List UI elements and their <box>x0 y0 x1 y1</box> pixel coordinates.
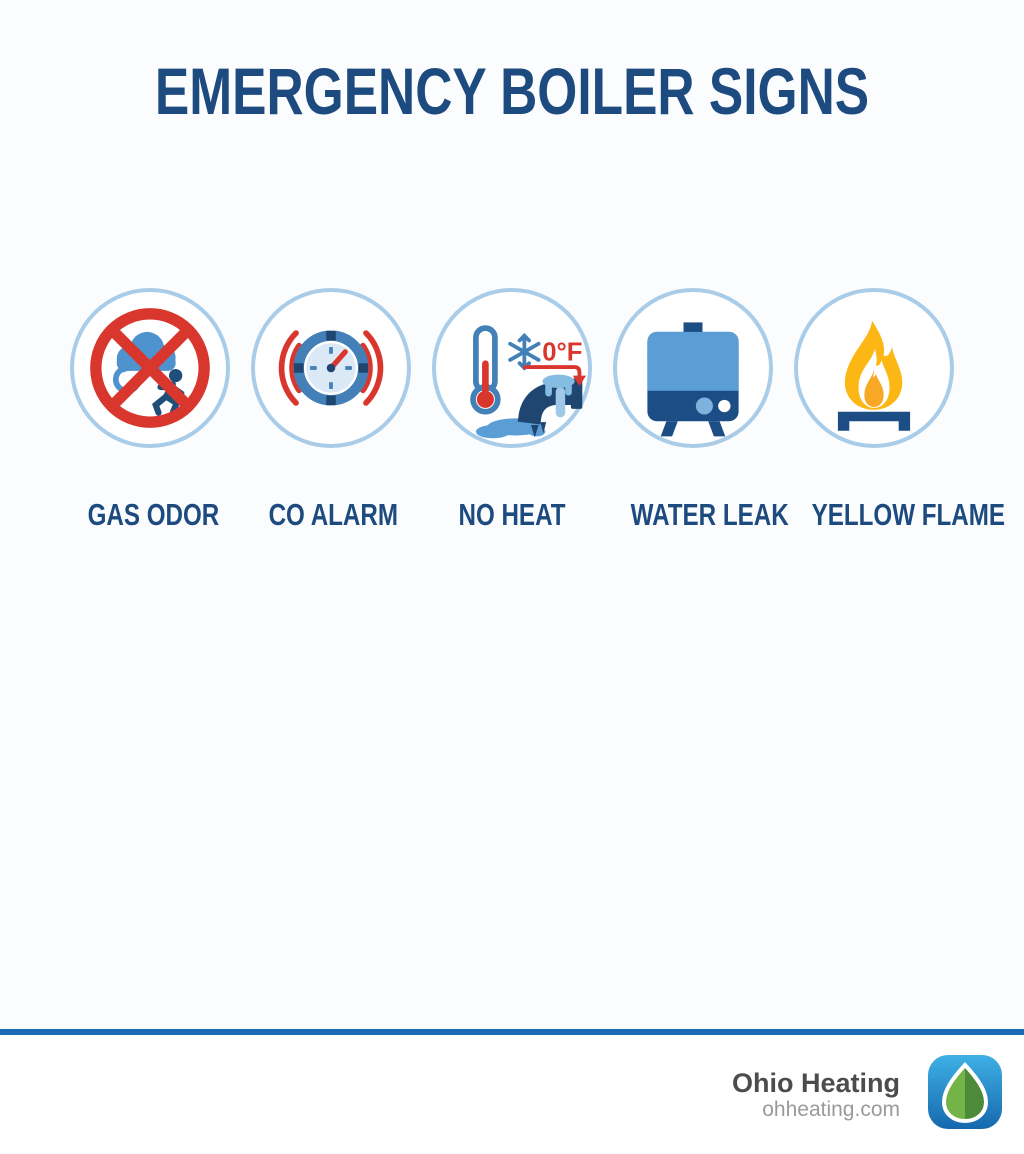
frozen-pipe-thermometer-icon <box>436 292 588 444</box>
sign-icons-row <box>70 288 954 448</box>
sign-circle-co-alarm <box>251 288 411 448</box>
sign-label-no-heat: NO HEAT <box>458 497 566 532</box>
sign-circle-no-heat <box>432 288 592 448</box>
sign-label-gas-odor: GAS ODOR <box>87 497 220 532</box>
sign-circle-water-leak <box>613 288 773 448</box>
sign-circle-gas-odor <box>70 288 230 448</box>
brand-website: ohheating.com <box>762 1097 900 1121</box>
ohio-heating-logo-icon <box>928 1055 1002 1134</box>
no-gas-evacuate-icon <box>74 292 226 444</box>
sign-label-co-alarm: CO ALARM <box>268 497 398 532</box>
yellow-flame-burner-icon <box>798 292 950 444</box>
sign-label-water-leak: WATER LEAK <box>630 497 789 532</box>
brand-name: Ohio Heating <box>732 1067 900 1098</box>
co-detector-alarm-icon <box>255 292 407 444</box>
brand-text <box>732 1068 900 1122</box>
sign-labels-row <box>70 497 1006 533</box>
sign-label-yellow-flame: YELLOW FLAME <box>811 497 1006 532</box>
footer <box>0 1035 1024 1154</box>
page-title: EMERGENCY BOILER SIGNS <box>154 54 870 128</box>
temperature-label: 0°F <box>542 338 583 367</box>
sign-circle-yellow-flame <box>794 288 954 448</box>
boiler-tank-icon <box>617 292 769 444</box>
